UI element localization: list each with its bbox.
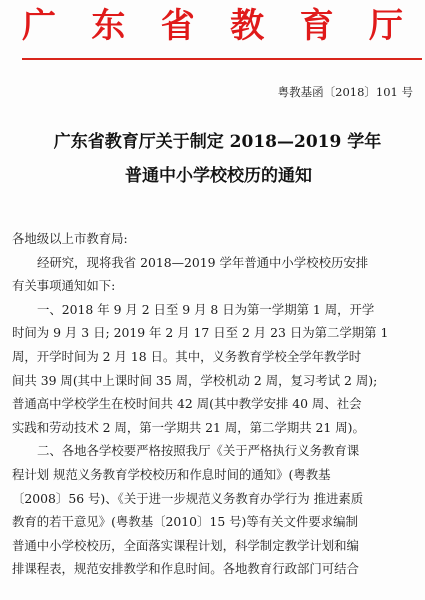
body-line: 二、各地各学校要严格按照我厅《关于严格执行义务教育课 bbox=[37, 443, 360, 459]
body-line: 排课程表，规范安排教学和作息时间。各地教育行政部门可结合 bbox=[12, 561, 359, 577]
masthead-char: 东 bbox=[91, 6, 126, 46]
masthead-char: 育 bbox=[299, 6, 334, 46]
masthead-char: 厅 bbox=[368, 6, 403, 46]
body-line: 教育的若干意见》(粤教基〔2010〕15 号)等有关文件要求编制 bbox=[12, 514, 358, 530]
body-line: 间共 39 周(其中上课时间 35 周，学校机动 2 周，复习考试 2 周); bbox=[12, 372, 378, 388]
document-title-line-2: 普通中小学校校历的通知 bbox=[125, 166, 312, 186]
body-line: 经研究，现将我省 2018—2019 学年普通中小学校校历安排 bbox=[37, 254, 369, 270]
body-line: 实践和劳动技术 2 周，第一学期共 21 周，第二学期共 21 周)。 bbox=[12, 419, 365, 435]
document-body bbox=[12, 227, 416, 581]
masthead bbox=[0, 4, 425, 48]
body-line: 有关事项通知如下: bbox=[12, 278, 116, 294]
salutation: 各地级以上市教育局: bbox=[12, 231, 128, 246]
body-line: 普通高中学校学生在校时间共 42 周(其中教学安排 40 周、社会 bbox=[12, 396, 362, 412]
masthead-char: 教 bbox=[230, 6, 265, 46]
document-title-line-1: 广东省教育厅关于制定 2018—2019 学年 bbox=[53, 132, 382, 152]
body-line: 一、2018 年 9 月 2 日至 9 月 8 日为第一学期第 1 周，开学 bbox=[37, 301, 375, 317]
masthead-divider bbox=[22, 58, 422, 60]
masthead-char: 广 bbox=[22, 6, 56, 46]
document-number: 粤教基函〔2018〕101 号 bbox=[277, 85, 413, 99]
masthead-char: 省 bbox=[160, 6, 195, 46]
body-line: 周，开学时间为 2 月 18 日。其中，义务教育学校全学年教学时 bbox=[12, 348, 362, 364]
body-line: 程计划 规范义务教育学校校历和作息时间的通知》(粤教基 bbox=[12, 466, 331, 482]
body-line: 时间为 9 月 3 日; 2019 年 2 月 17 日至 2 月 23 日为第二学期第 1 bbox=[12, 325, 389, 341]
body-line: 〔2008〕56 号)、《关于进一步规范义务教育办学行为 推进素质 bbox=[12, 490, 364, 506]
body-line: 普通中小学校校历，全面落实课程计划，科学制定教学计划和编 bbox=[12, 537, 359, 553]
